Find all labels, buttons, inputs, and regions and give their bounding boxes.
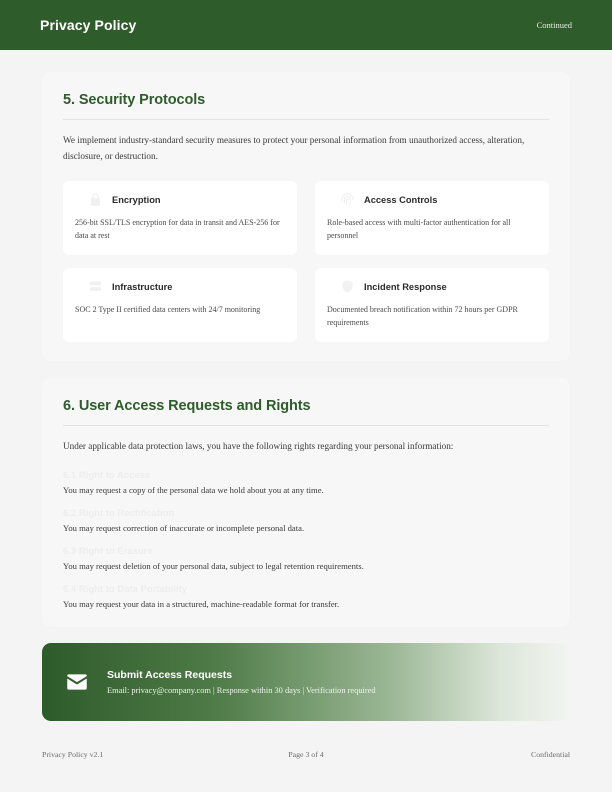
section-6-divider (63, 425, 549, 426)
section-5-intro: We implement industry-standard security measures to protect your personal information from unauthorized access, alteration, disclosure, or destruction. (63, 135, 525, 161)
feature-card-description: Role-based access with multi-factor authentication for all personnel (327, 218, 511, 240)
cta-title: Submit Access Requests (107, 668, 233, 681)
feature-card-infrastructure (63, 268, 297, 342)
feature-card-title: Access Controls (364, 194, 438, 205)
right-description: You may request correction of inaccurate or incomplete personal data. (63, 522, 305, 533)
cta-meta: Email: privacy@company.com | Response within 30 days | Verification required (107, 685, 376, 695)
feature-card-title: Incident Response (364, 281, 447, 292)
right-item-rectification (63, 508, 549, 535)
lock-icon (88, 192, 103, 207)
feature-card-title: Infrastructure (112, 281, 173, 292)
feature-card-header (340, 279, 537, 294)
right-title: 6.2 Right to Rectification (63, 507, 175, 519)
section-5-title: 5. Security Protocols (63, 92, 206, 108)
submit-access-requests-banner[interactable] (42, 643, 570, 721)
right-description: You may request deletion of your personal data, subject to legal retention requirements. (63, 560, 364, 571)
server-icon (88, 279, 103, 294)
footer-classification: Confidential (531, 750, 570, 759)
right-item-data-portability (63, 584, 549, 611)
feature-card-encryption (63, 181, 297, 255)
feature-card-header (88, 192, 285, 207)
cta-text-block (107, 669, 376, 695)
security-card-grid (63, 181, 549, 342)
section-security-protocols (42, 72, 570, 361)
right-item-erasure (63, 546, 549, 573)
document-content (0, 72, 612, 627)
feature-card-header (340, 192, 537, 207)
feature-card-description: SOC 2 Type II certified data centers with 24/7 monitoring (75, 305, 261, 314)
feature-card-access-controls (315, 181, 549, 255)
document-footer (42, 750, 570, 759)
section-6-intro: Under applicable data protection laws, you have the following rights regarding your personal information: (63, 441, 454, 451)
footer-page-number: Page 3 of 4 (288, 750, 324, 759)
footer-version: Privacy Policy v2.1 (42, 750, 104, 759)
section-6-title: 6. User Access Requests and Rights (63, 398, 311, 414)
section-5-divider (63, 119, 549, 120)
feature-card-description: 256-bit SSL/TLS encryption for data in transit and AES-256 for data at rest (75, 218, 280, 240)
alert-shield-icon (340, 279, 355, 294)
feature-card-title: Encryption (112, 194, 161, 205)
header-status-label: Continued (536, 20, 572, 30)
right-title: 6.3 Right to Erasure (63, 545, 153, 557)
feature-card-header (88, 279, 285, 294)
feature-card-incident-response (315, 268, 549, 342)
right-description: You may request your data in a structured, machine-readable format for transfer. (63, 598, 340, 609)
right-description: You may request a copy of the personal data we hold about you at any time. (63, 484, 324, 495)
fingerprint-icon (340, 192, 355, 207)
feature-card-description: Documented breach notification within 72 hours per GDPR requirements (327, 305, 518, 327)
right-title: 6.1 Right to Access (63, 469, 151, 481)
right-title: 6.4 Right to Data Portability (63, 583, 188, 595)
envelope-icon (64, 669, 90, 695)
document-header (0, 0, 612, 50)
right-item-access (63, 470, 549, 497)
section-user-access-rights (42, 378, 570, 627)
document-title: Privacy Policy (40, 17, 137, 33)
rights-list (63, 470, 549, 611)
